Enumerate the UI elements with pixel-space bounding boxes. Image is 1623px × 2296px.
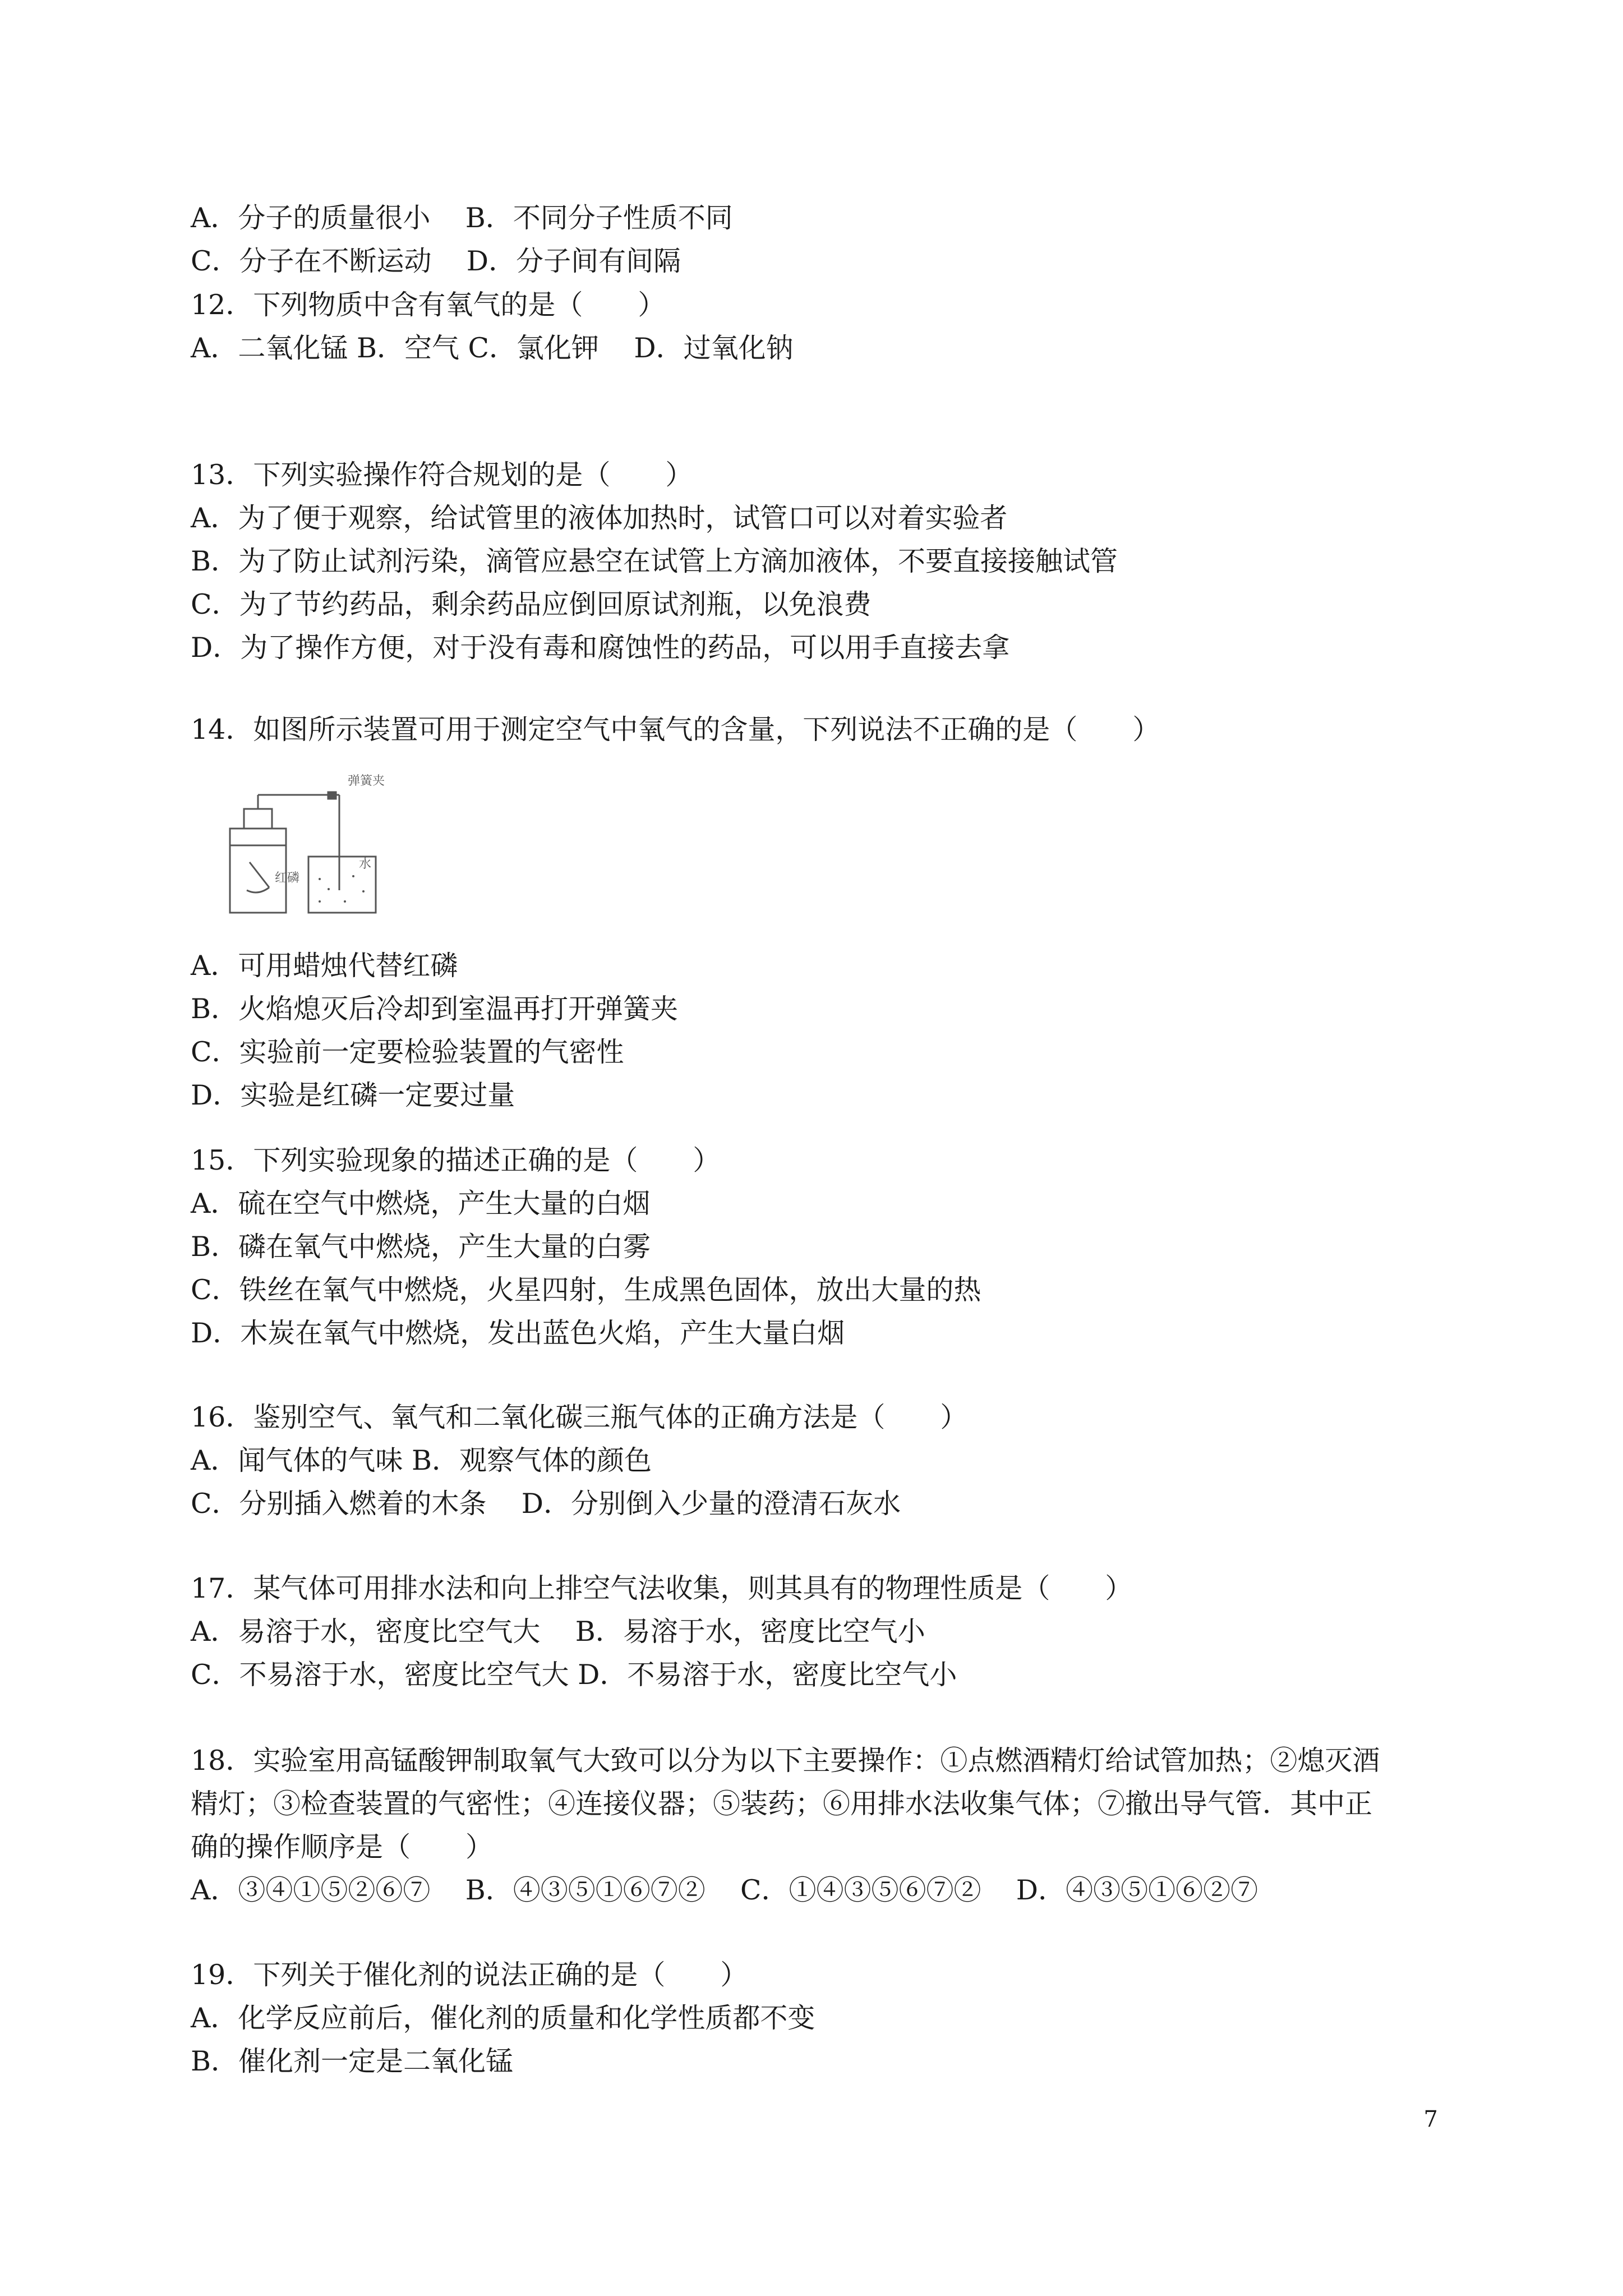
oxygen-content-apparatus-figure [219, 761, 387, 930]
answer-option: A．二氧化锰 B．空气 C．氯化钾 D．过氧化钠 [191, 332, 794, 364]
answer-option: D．实验是红磷一定要过量 [191, 1079, 515, 1111]
answer-option: B．催化剂一定是二氧化锰 [191, 2045, 514, 2077]
question-stem: 19．下列关于催化剂的说法正确的是（ ） [191, 1959, 748, 1991]
question-block-q11-options [191, 196, 1447, 283]
question-stem: 15．下列实验现象的描述正确的是（ ） [191, 1144, 721, 1176]
answer-option: C．实验前一定要检验装置的气密性 [191, 1036, 624, 1068]
answer-option: C．分子在不断运动 D．分子间有间隔 [191, 245, 681, 277]
question-block-q15 [191, 1139, 1447, 1355]
answer-option: D．木炭在氧气中燃烧，发出蓝色火焰，产生大量白烟 [191, 1317, 845, 1349]
question-block-q13 [191, 453, 1447, 669]
answer-option: B．为了防止试剂污染，滴管应悬空在试管上方滴加液体，不要直接接触试管 [191, 545, 1118, 577]
answer-option: 确的操作顺序是（ ） [191, 1831, 494, 1863]
phosphorus-label: 红磷 [275, 871, 300, 885]
question-block-q18 [191, 1739, 1447, 1912]
answer-option: A．硫在空气中燃烧，产生大量的白烟 [191, 1188, 651, 1220]
answer-option: A．闻气体的气味 B．观察气体的颜色 [191, 1444, 652, 1476]
question-stem: 12．下列物质中含有氧气的是（ ） [191, 289, 666, 321]
question-stem: 13．下列实验操作符合规划的是（ ） [191, 459, 693, 491]
question-stem: 18．实验室用高锰酸钾制取氧气大致可以分为以下主要操作：①点燃酒精灯给试管加热；②熄灭酒 [191, 1745, 1380, 1777]
answer-option: A．化学反应前后，催化剂的质量和化学性质都不变 [191, 2002, 815, 2034]
answer-option: C．为了节约药品，剩余药品应倒回原试剂瓶，以免浪费 [191, 588, 872, 620]
question-block-q12 [191, 283, 1447, 370]
question-block-q16 [191, 1396, 1447, 1525]
answer-option: A．可用蜡烛代替红磷 [191, 950, 458, 982]
answer-option: D．为了操作方便，对于没有毒和腐蚀性的药品，可以用手直接去拿 [191, 632, 1010, 664]
answer-option: C．分别插入燃着的木条 D．分别倒入少量的澄清石灰水 [191, 1488, 901, 1520]
clamp-label: 弹簧夹 [348, 774, 385, 788]
answer-option: A．易溶于水，密度比空气大 B．易溶于水，密度比空气小 [191, 1616, 925, 1648]
question-block-q17 [191, 1567, 1447, 1696]
question-block-q14 [191, 708, 1447, 1117]
question-stem: 16．鉴别空气、氧气和二氧化碳三瓶气体的正确方法是（ ） [191, 1401, 968, 1433]
question-stem: 14．如图所示装置可用于测定空气中氧气的含量，下列说法不正确的是（ ） [191, 714, 1160, 746]
answer-option: A．为了便于观察，给试管里的液体加热时，试管口可以对着实验者 [191, 502, 1008, 534]
answer-option: B．火焰熄灭后冷却到室温再打开弹簧夹 [191, 993, 679, 1025]
question-block-q19 [191, 1953, 1447, 2083]
page-number: 7 [1423, 2106, 1438, 2132]
answer-option: B．磷在氧气中燃烧，产生大量的白雾 [191, 1231, 651, 1263]
answer-option: C．不易溶于水，密度比空气大 D．不易溶于水，密度比空气小 [191, 1659, 957, 1691]
answer-option: A．③④①⑤②⑥⑦ B．④③⑤①⑥⑦② C．①④③⑤⑥⑦② D．④③⑤①⑥②⑦ [191, 1874, 1258, 1906]
answer-option: A．分子的质量很小 B．不同分子性质不同 [191, 202, 733, 234]
water-label: 水 [359, 857, 372, 871]
answer-option: 精灯；③检查装置的气密性；④连接仪器；⑤装药；⑥用排水法收集气体；⑦撤出导气管．其中正 [191, 1788, 1373, 1820]
answer-option: C．铁丝在氧气中燃烧，火星四射，生成黑色固体，放出大量的热 [191, 1274, 981, 1306]
question-stem: 17．某气体可用排水法和向上排空气法收集，则其具有的物理性质是（ ） [191, 1572, 1133, 1604]
